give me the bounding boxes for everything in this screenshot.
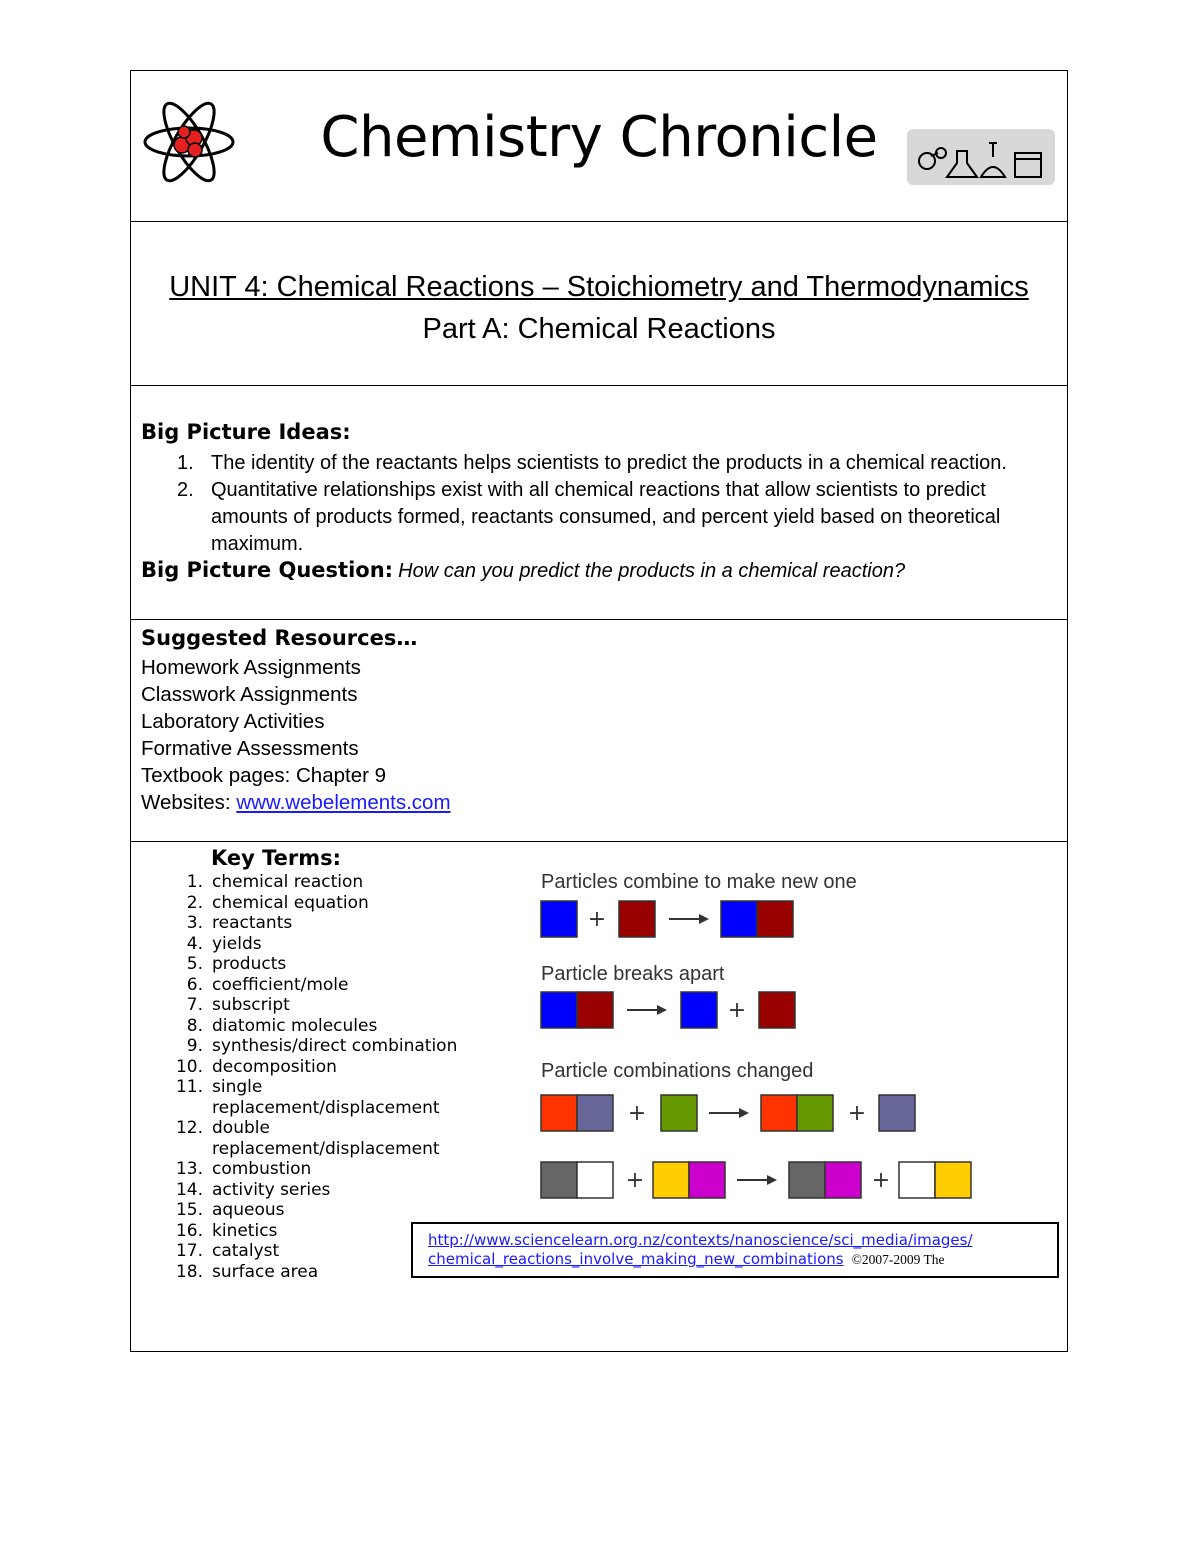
big-picture-question bbox=[141, 558, 905, 583]
key-term-item bbox=[161, 1057, 461, 1078]
particle-square bbox=[541, 901, 577, 937]
plus-sign: + bbox=[627, 1101, 647, 1126]
resources-list bbox=[141, 654, 451, 816]
key-term-number: 16. bbox=[175, 1220, 203, 1241]
particle-square bbox=[619, 901, 655, 937]
key-term-text: aqueous bbox=[212, 1200, 285, 1220]
key-term-text: products bbox=[212, 954, 287, 974]
key-term-item bbox=[161, 913, 461, 934]
unit-title: UNIT 4: Chemical Reactions – Stoichiometry and Thermodynamics bbox=[169, 271, 1029, 303]
big-picture-ideas-list bbox=[141, 450, 1041, 558]
particle-square bbox=[789, 1162, 825, 1198]
particle-square bbox=[761, 1095, 797, 1131]
credit-link-line1[interactable]: http://www.sciencelearn.org.nz/contexts/nanoscience/sci_media/images/ bbox=[428, 1231, 973, 1249]
list-item bbox=[141, 789, 451, 816]
key-term-number: 5. bbox=[186, 954, 203, 974]
plus-sign: + bbox=[871, 1168, 891, 1193]
key-term-text: combustion bbox=[212, 1159, 312, 1179]
idea-text: The identity of the reactants helps scientists to predict the products in a chemical reaction. bbox=[211, 452, 1007, 474]
list-item bbox=[141, 477, 1041, 558]
key-term-text: reactants bbox=[212, 913, 293, 933]
key-term-number: 14. bbox=[175, 1179, 203, 1200]
particle-square bbox=[759, 992, 795, 1028]
arrowhead bbox=[657, 1005, 667, 1015]
masthead-section bbox=[131, 71, 1067, 222]
key-term-text: surface area bbox=[212, 1261, 319, 1282]
key-term-item bbox=[161, 1159, 461, 1180]
particle-square bbox=[689, 1162, 725, 1198]
particle-square bbox=[577, 1162, 613, 1198]
key-term-text: subscript bbox=[212, 995, 290, 1015]
masthead-title: Chemistry Chronicle bbox=[320, 105, 878, 170]
lab-glassware-icon bbox=[905, 123, 1057, 189]
particle-square bbox=[541, 992, 577, 1028]
key-terms-heading: Key Terms: bbox=[211, 846, 342, 870]
key-term-text: synthesis/direct combination bbox=[212, 1036, 458, 1056]
list-item: Laboratory Activities bbox=[141, 710, 325, 733]
particle-square bbox=[577, 1095, 613, 1131]
particle-square bbox=[541, 1095, 577, 1131]
webelements-link[interactable]: www.webelements.com bbox=[236, 791, 451, 814]
particle-square bbox=[577, 992, 613, 1028]
key-term-item bbox=[161, 1180, 461, 1201]
key-term-text: chemical reaction bbox=[212, 872, 364, 892]
websites-label: Websites: bbox=[141, 791, 237, 814]
key-term-text: decomposition bbox=[212, 1056, 337, 1077]
particle-square bbox=[541, 1162, 577, 1198]
key-term-text: coefficient/mole bbox=[212, 974, 349, 995]
key-term-number: 12. bbox=[175, 1118, 203, 1138]
part-title: Part A: Chemical Reactions bbox=[422, 313, 776, 345]
diagram-caption: Particle combinations changed bbox=[541, 1060, 814, 1082]
key-term-number: 6. bbox=[186, 974, 203, 995]
particle-square bbox=[653, 1162, 689, 1198]
particle-square bbox=[661, 1095, 697, 1131]
key-term-number: 7. bbox=[186, 995, 203, 1015]
particle-square bbox=[797, 1095, 833, 1131]
list-number: 2. bbox=[177, 479, 194, 501]
particle-square bbox=[879, 1095, 915, 1131]
unit-section bbox=[131, 222, 1067, 386]
key-term-item bbox=[161, 893, 461, 914]
arrowhead bbox=[767, 1175, 777, 1185]
key-term-number: 10. bbox=[175, 1056, 203, 1077]
key-term-number: 8. bbox=[186, 1015, 203, 1036]
key-term-item bbox=[161, 1077, 461, 1118]
key-term-item bbox=[161, 1036, 461, 1057]
diagram-caption: Particles combine to make new one bbox=[541, 871, 857, 893]
reaction-particles-diagram bbox=[531, 862, 1031, 1222]
list-item: Textbook pages: Chapter 9 bbox=[141, 764, 387, 787]
key-term-number: 4. bbox=[186, 933, 203, 954]
key-term-item bbox=[161, 954, 461, 975]
plus-sign: + bbox=[727, 998, 747, 1023]
key-term-number: 11. bbox=[175, 1077, 203, 1097]
key-term-number: 3. bbox=[186, 913, 203, 933]
resources-heading: Suggested Resources… bbox=[141, 626, 418, 650]
key-term-text: chemical equation bbox=[212, 892, 369, 913]
list-number: 1. bbox=[177, 452, 194, 474]
key-term-number: 1. bbox=[186, 872, 203, 892]
list-item bbox=[141, 450, 1041, 477]
key-term-item bbox=[161, 1200, 461, 1221]
key-term-number: 17. bbox=[175, 1241, 203, 1261]
key-terms-section bbox=[131, 842, 1067, 1353]
worksheet-frame bbox=[130, 70, 1068, 1352]
key-term-number: 18. bbox=[175, 1261, 203, 1282]
big-picture-ideas-heading: Big Picture Ideas: bbox=[141, 420, 351, 444]
diagram-caption: Particle breaks apart bbox=[541, 963, 725, 985]
credit-link-line2[interactable]: chemical_reactions_involve_making_new_combinations bbox=[428, 1250, 844, 1268]
particle-square bbox=[757, 901, 793, 937]
question-text: How can you predict the products in a chemical reaction? bbox=[398, 560, 906, 582]
key-term-item bbox=[161, 1118, 461, 1159]
key-term-text: activity series bbox=[212, 1179, 331, 1200]
key-term-text: kinetics bbox=[212, 1220, 278, 1241]
plus-sign: + bbox=[847, 1101, 867, 1126]
particle-square bbox=[681, 992, 717, 1028]
question-label: Big Picture Question: bbox=[141, 558, 394, 582]
plus-sign: + bbox=[625, 1168, 645, 1193]
big-picture-section bbox=[131, 386, 1067, 620]
key-term-item bbox=[161, 975, 461, 996]
key-term-item bbox=[161, 995, 461, 1016]
key-terms-list bbox=[161, 872, 461, 1282]
key-term-text: yields bbox=[212, 933, 262, 954]
plus-sign: + bbox=[587, 907, 607, 932]
key-term-text: single replacement/displacement bbox=[212, 1077, 440, 1118]
particle-square bbox=[935, 1162, 971, 1198]
particle-square bbox=[899, 1162, 935, 1198]
arrowhead bbox=[699, 914, 709, 924]
idea-text: Quantitative relationships exist with all chemical reactions that allow scientists to predict amounts of products formed, reactants consumed, and percent yield based on theoretical maximum. bbox=[211, 479, 1001, 555]
key-term-number: 2. bbox=[186, 892, 203, 913]
key-term-item bbox=[161, 934, 461, 955]
image-credit-box bbox=[411, 1222, 1059, 1278]
key-term-text: catalyst bbox=[212, 1241, 280, 1261]
resources-section bbox=[131, 620, 1067, 842]
particle-square bbox=[825, 1162, 861, 1198]
key-term-number: 9. bbox=[186, 1036, 203, 1056]
key-term-number: 13. bbox=[175, 1159, 203, 1179]
list-item: Homework Assignments bbox=[141, 656, 361, 679]
list-item: Formative Assessments bbox=[141, 737, 359, 760]
key-term-item bbox=[161, 872, 461, 893]
key-term-text: double replacement/displacement bbox=[212, 1118, 440, 1159]
list-item: Classwork Assignments bbox=[141, 683, 358, 706]
particle-square bbox=[721, 901, 757, 937]
key-term-item bbox=[161, 1016, 461, 1037]
copyright-text: ©2007-2009 The bbox=[851, 1252, 945, 1267]
arrowhead bbox=[739, 1108, 749, 1118]
key-term-text: diatomic molecules bbox=[212, 1015, 378, 1036]
key-term-number: 15. bbox=[175, 1200, 203, 1220]
